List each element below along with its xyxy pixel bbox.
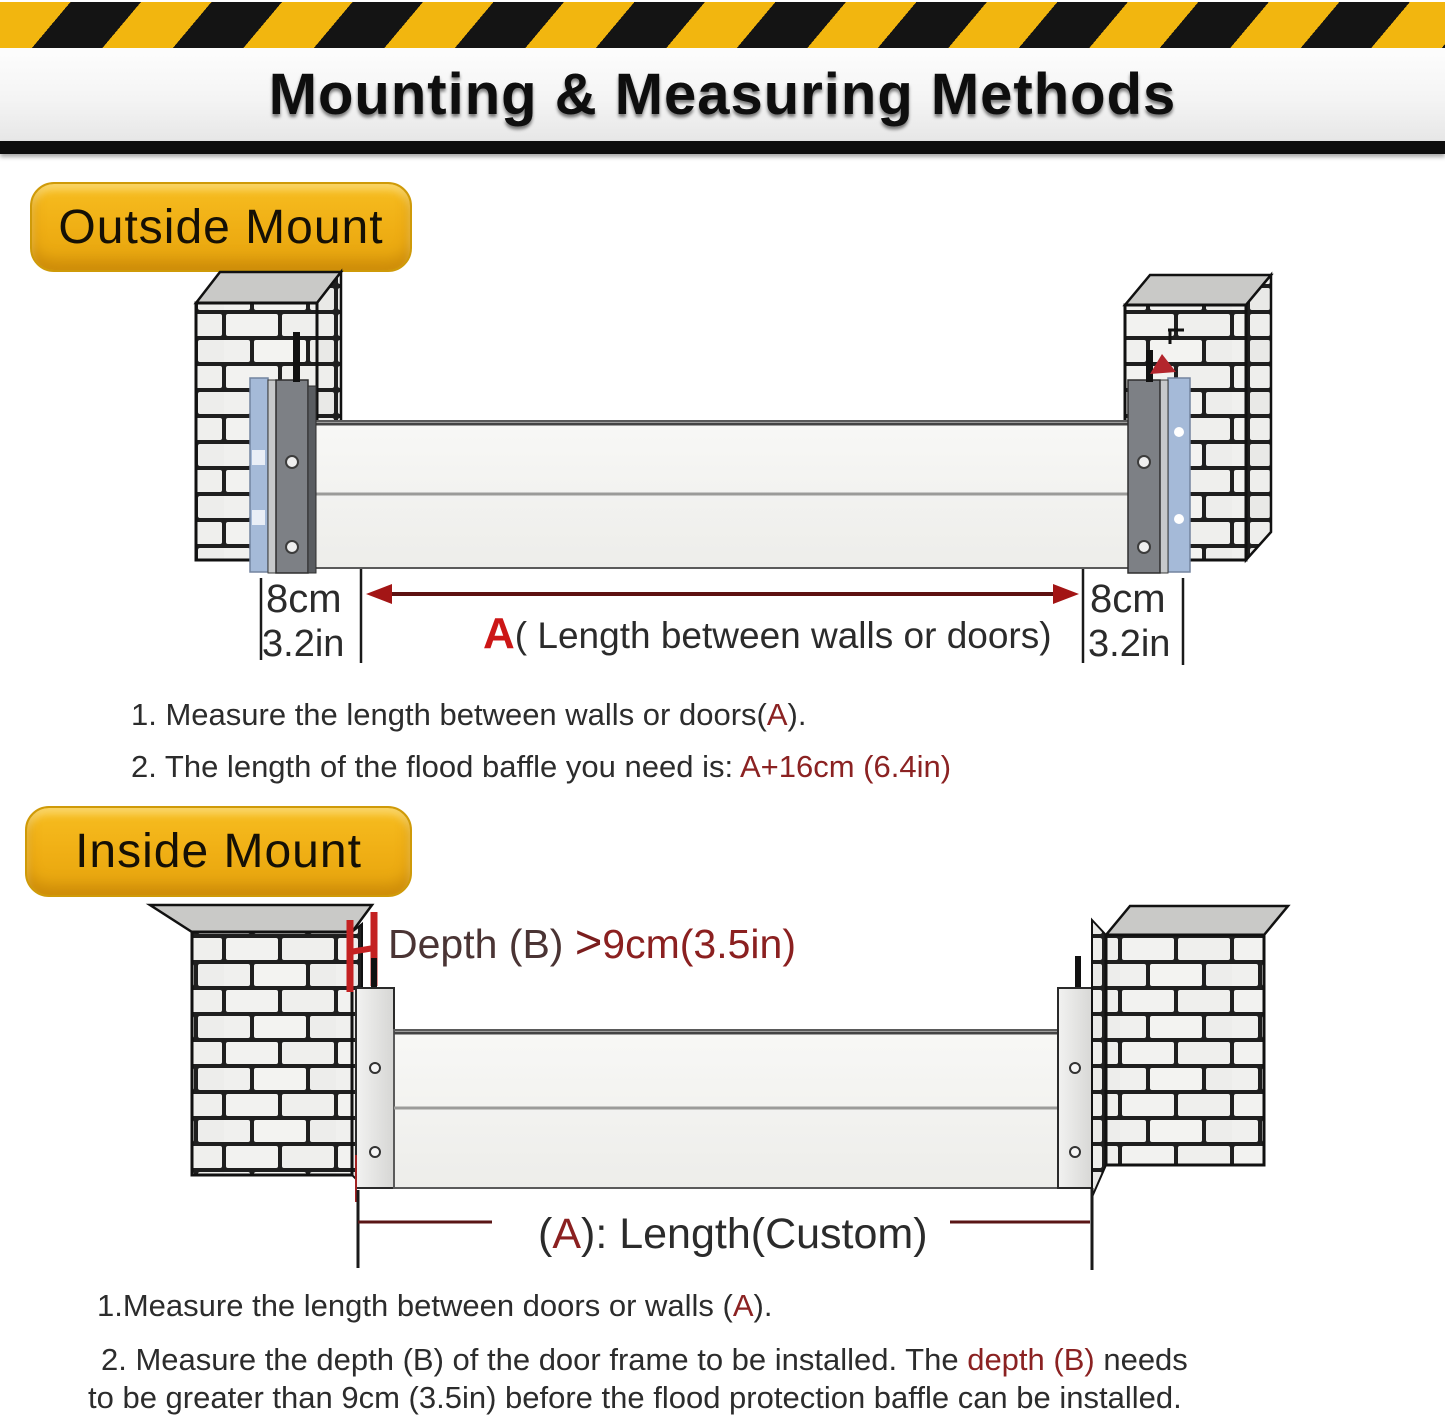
inside-mount-badge-label: Inside Mount <box>75 825 362 878</box>
left-anchor-pin <box>293 332 300 382</box>
right-anchor-pin <box>1146 350 1153 382</box>
inside-mount-diagram <box>0 898 1445 1280</box>
hazard-stripe-band <box>0 2 1445 48</box>
outside-mount-badge-label: Outside Mount <box>58 200 384 254</box>
length-between-walls-label <box>483 609 1052 658</box>
inside-step2-text1: 2. Measure the depth (B) of the door frame to be installed. The <box>101 1342 968 1377</box>
outside-step-1 <box>131 697 806 733</box>
length-label-rest: ( Length between walls or doors) <box>514 615 1052 656</box>
inside-step1-a: A <box>732 1288 754 1323</box>
outside-step2-text: 2. The length of the flood baffle you need is: <box>131 749 740 784</box>
inside-step1-end: ). <box>753 1288 773 1323</box>
depth-value-red: 9cm(3.5in) <box>602 921 796 967</box>
title-band <box>0 48 1445 141</box>
inside-step2-depth-red: depth (B) <box>967 1342 1095 1377</box>
len-label-rest: ): Length(Custom) <box>581 1210 928 1258</box>
flood-barrier-panels <box>298 421 1136 568</box>
length-a-letter: A <box>483 609 515 658</box>
inside-left-pillar <box>150 905 372 1185</box>
outside-step-2 <box>131 749 951 785</box>
depth-gt-symbol: > <box>574 915 603 968</box>
depth-label <box>388 915 796 968</box>
outside-step2-formula: A+16cm (6.4in) <box>739 749 952 784</box>
left-3-2in-label: 3.2in <box>262 623 345 665</box>
len-paren-open: ( <box>538 1210 553 1258</box>
inside-step2-text2: needs <box>1094 1342 1188 1377</box>
inside-right-bracket <box>1058 956 1094 1188</box>
inside-step2-line2-text: to be greater than 9cm (3.5in) before the flood protection baffle can be installed. <box>88 1380 1182 1415</box>
inside-step-2-line-2 <box>88 1380 1182 1416</box>
outside-step1-text: 1. Measure the length between walls or doors( <box>131 697 767 732</box>
inside-mount-badge <box>25 806 412 897</box>
inside-barrier-panels <box>394 1030 1060 1188</box>
inside-step-2-line-1 <box>101 1342 1188 1378</box>
outside-mount-badge <box>30 182 412 272</box>
inside-right-pillar <box>1092 906 1288 1197</box>
outside-step1-end: ). <box>787 697 807 732</box>
outside-dimension-annotations <box>261 569 1183 665</box>
left-8cm-label: 8cm <box>266 577 342 621</box>
len-a-letter: A <box>552 1210 582 1258</box>
outside-step1-a: A <box>766 697 788 732</box>
inside-step1-text: 1.Measure the length between doors or walls ( <box>97 1288 733 1323</box>
outside-mount-diagram <box>0 268 1445 680</box>
page-title: Mounting & Measuring Methods <box>268 62 1177 127</box>
inside-dimension-annotations <box>358 1188 1092 1270</box>
depth-label-black: Depth (B) <box>388 921 575 967</box>
inside-left-bracket <box>356 958 394 1202</box>
custom-length-label <box>538 1210 928 1258</box>
right-3-2in-label: 3.2in <box>1088 623 1171 665</box>
right-8cm-label: 8cm <box>1090 577 1166 621</box>
header-divider-bar <box>0 141 1445 154</box>
inside-step-1 <box>97 1288 772 1324</box>
